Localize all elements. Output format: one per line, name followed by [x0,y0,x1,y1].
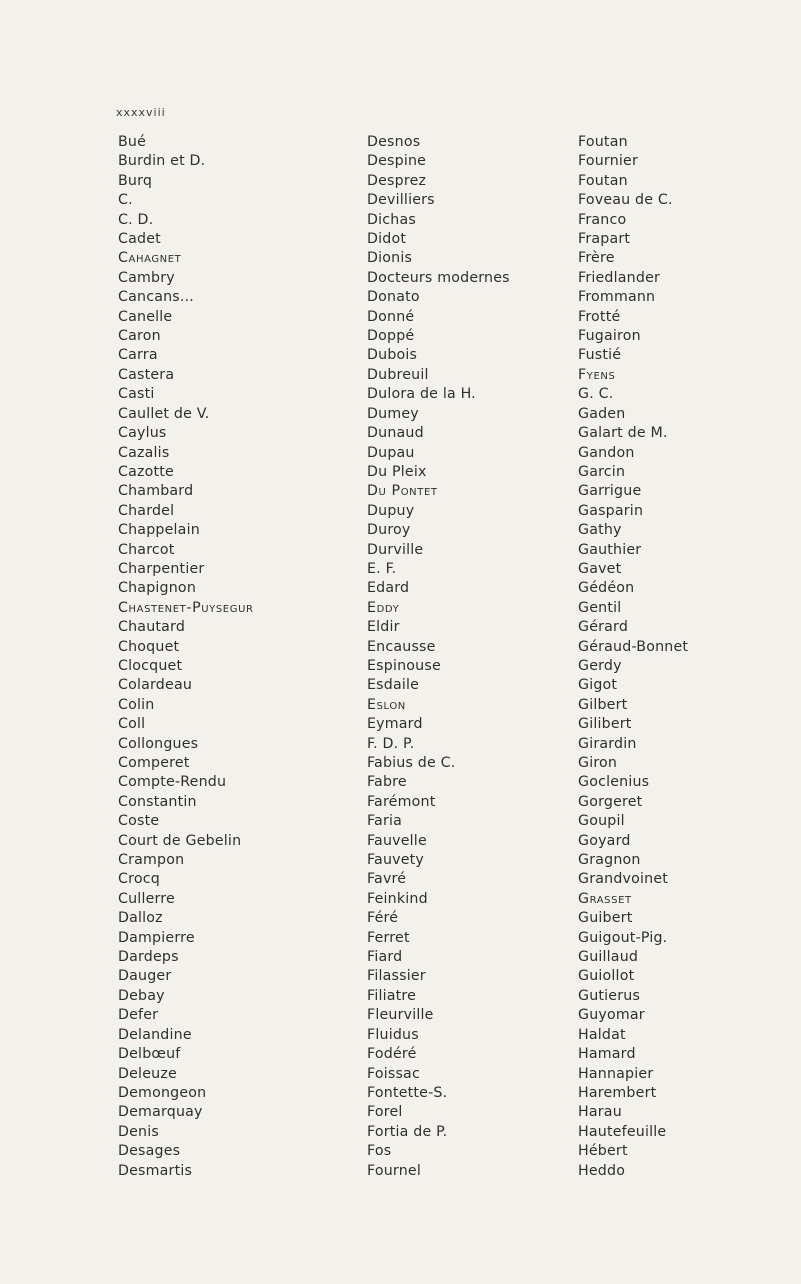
index-entry: Fyens [578,366,616,383]
index-entry: Favré [367,871,407,888]
index-entry: Fournier [578,153,639,170]
index-entry: Dampierre [118,929,195,946]
name-column-2 [367,133,510,1181]
index-entry: G. C. [578,386,614,403]
index-entry: Defer [118,1007,159,1024]
index-entry: Dunaud [367,425,424,442]
index-entry: Fabius de C. [367,755,456,771]
index-entry: Galart de M. [578,425,668,442]
index-entry: Goclenius [578,774,650,791]
index-entry: Gaden [578,405,626,422]
index-entry: Harau [578,1104,622,1121]
index-entry: Desmartis [118,1162,193,1179]
index-entry: Colin [118,696,155,713]
index-entry: Dubois [367,347,418,364]
index-entry: Fleurville [367,1007,434,1024]
index-entry: Encausse [367,638,436,655]
index-entry: Duroy [367,522,411,539]
index-entry: Eldir [367,619,400,636]
index-entry: Gérard [578,619,629,636]
index-entry: E. F. [367,560,397,577]
index-entry: Fontette-S. [367,1084,448,1101]
index-entry: Gorgeret [578,793,643,810]
index-entry: C. [118,192,133,209]
page-number: xxxxviii [116,106,166,119]
index-entry: Canelle [118,308,173,325]
index-entry: Gédéon [578,580,635,597]
index-entry: Frapart [578,231,631,248]
index-entry: Fauvety [367,852,425,869]
index-entry: Durville [367,541,424,558]
index-entry: Garrigue [578,483,642,500]
index-entry: Du Pleix [367,463,427,480]
index-entry: Dulora de la H. [367,386,476,403]
index-entry: Demarquay [118,1104,203,1121]
index-entry: Doppé [367,328,415,345]
index-entry: Fabre [367,774,407,791]
index-entry: Gentil [578,599,622,616]
index-entry: Foissac [367,1065,420,1082]
index-entry: Franco [578,211,627,228]
index-entry: Hamard [578,1046,636,1063]
index-entry: Crampon [118,852,185,869]
index-entry: Didot [367,231,407,248]
index-entry: Eslon [367,696,406,713]
index-entry: Fluidus [367,1026,419,1043]
index-entry: Cadet [118,231,161,248]
index-entry: Desages [118,1143,181,1160]
index-entry: Comperet [118,755,190,771]
index-entry: Hannapier [578,1065,654,1082]
index-entry: Cullerre [118,890,175,907]
index-entry: Goupil [578,813,625,830]
index-entry: Docteurs modernes [367,269,510,286]
index-entry: Charcot [118,541,175,558]
index-entry: Espinouse [367,657,441,674]
index-entry: Cahagnet [118,250,182,267]
index-entry: Crocq [118,871,160,888]
index-entry: Guyomar [578,1007,645,1024]
index-entry: Foutan [578,134,628,150]
index-entry: Dichas [367,211,416,228]
index-entry: Goyard [578,832,631,849]
index-entry: Coll [118,716,146,733]
index-entry: Carra [118,347,158,364]
index-entry: Forel [367,1104,403,1121]
name-column-1 [118,133,254,1181]
index-entry: Donné [367,308,415,325]
index-entry: Donato [367,289,420,306]
index-entry: Foutan [578,172,628,189]
index-entry: Gathy [578,522,622,539]
index-entry: Foveau de C. [578,192,673,209]
index-entry: Fauvelle [367,832,427,849]
index-entry: Chambard [118,483,194,500]
index-entry: Géraud-Bonnet [578,638,689,655]
index-entry: Ferret [367,929,410,946]
index-entry: Frommann [578,289,656,306]
index-entry: Gilbert [578,696,628,713]
index-entry: Choquet [118,638,180,655]
index-entry: Burdin et D. [118,153,206,170]
index-entry: Gandon [578,444,635,461]
index-entry: Bué [118,134,147,150]
index-entry: Friedlander [578,269,661,286]
index-entry: Devilliers [367,192,435,209]
index-entry: Cambry [118,269,175,286]
index-entry: Denis [118,1123,159,1140]
index-entry: Filassier [367,968,426,985]
index-entry: Desprez [367,172,427,189]
index-entry: Gerdy [578,657,622,674]
index-entry: Eddy [367,599,400,616]
index-entry: Fortia de P. [367,1123,448,1140]
index-entry: Fodéré [367,1046,417,1063]
index-entry: Gutierus [578,987,641,1004]
index-entry: Chastenet-Puysegur [118,599,254,616]
index-entry: Eymard [367,716,423,733]
index-entry: Dardeps [118,949,179,966]
index-entry: Chautard [118,619,186,636]
index-entry: Coste [118,813,160,830]
index-entry: Caylus [118,425,167,442]
index-entry: Haldat [578,1026,626,1043]
index-entry: Delbœuf [118,1046,181,1063]
index-entry: Féré [367,910,399,927]
index-entry: Caron [118,328,161,345]
index-entry: Guiollot [578,968,635,985]
index-entry: Cancans... [118,289,194,306]
name-column-3 [578,133,688,1181]
index-entry: Chappelain [118,522,200,539]
index-entry: F. D. P. [367,735,415,752]
index-entry: Harembert [578,1084,657,1101]
index-entry: C. D. [118,211,154,228]
index-entry: Heddo [578,1162,626,1179]
index-entry: Fugairon [578,328,641,345]
index-entry: Fournel [367,1162,421,1179]
index-entry: Guibert [578,910,633,927]
index-entry: Hébert [578,1143,628,1160]
index-entry: Dionis [367,250,413,267]
index-entry: Court de Gebelin [118,832,242,849]
index-entry: Constantin [118,793,197,810]
index-entry: Debay [118,987,165,1004]
index-entry: Edard [367,580,410,597]
index-entry: Colardeau [118,677,193,694]
index-entry: Dumey [367,405,419,422]
index-entry: Frotté [578,308,621,325]
index-entry: Fustié [578,347,622,364]
index-entry: Gauthier [578,541,642,558]
index-entry: Girardin [578,735,637,752]
index-entry: Dupau [367,444,415,461]
index-entry: Dauger [118,968,172,985]
index-entry: Demongeon [118,1084,207,1101]
index-entry: Fos [367,1143,392,1160]
index-entry: Gavet [578,560,622,577]
index-entry: Garcin [578,463,626,480]
index-entry: Gilibert [578,716,632,733]
index-entry: Burq [118,172,153,189]
index-entry: Guigout-Pig. [578,929,668,946]
index-entry: Dalloz [118,910,163,927]
index-entry: Collongues [118,735,199,752]
index-entry: Chapignon [118,580,197,597]
index-entry: Grasset [578,890,632,907]
index-entry: Castera [118,366,175,383]
index-entry: Filiatre [367,987,417,1004]
index-entry: Farémont [367,793,436,810]
index-entry: Compte-Rendu [118,774,227,791]
index-entry: Cazotte [118,463,174,480]
index-entry: Faria [367,813,403,830]
index-entry: Dubreuil [367,366,429,383]
index-entry: Frère [578,250,615,267]
index-entry: Feinkind [367,890,428,907]
index-entry: Casti [118,386,155,403]
index-entry: Desnos [367,134,421,150]
index-entry: Clocquet [118,657,183,674]
index-entry: Hautefeuille [578,1123,667,1140]
index-entry: Esdaile [367,677,420,694]
index-entry: Giron [578,755,618,771]
index-entry: Gigot [578,677,618,694]
index-entry: Deleuze [118,1065,177,1082]
index-entry: Charpentier [118,560,205,577]
index-entry: Caullet de V. [118,405,210,422]
index-entry: Gragnon [578,852,641,869]
index-entry: Du Pontet [367,483,438,500]
index-entry: Dupuy [367,502,415,519]
index-entry: Grandvoinet [578,871,669,888]
index-entry: Delandine [118,1026,192,1043]
index-entry: Cazalis [118,444,170,461]
index-entry: Despine [367,153,427,170]
index-entry: Guillaud [578,949,639,966]
index-entry: Chardel [118,502,175,519]
index-entry: Fiard [367,949,403,966]
index-entry: Gasparin [578,502,644,519]
